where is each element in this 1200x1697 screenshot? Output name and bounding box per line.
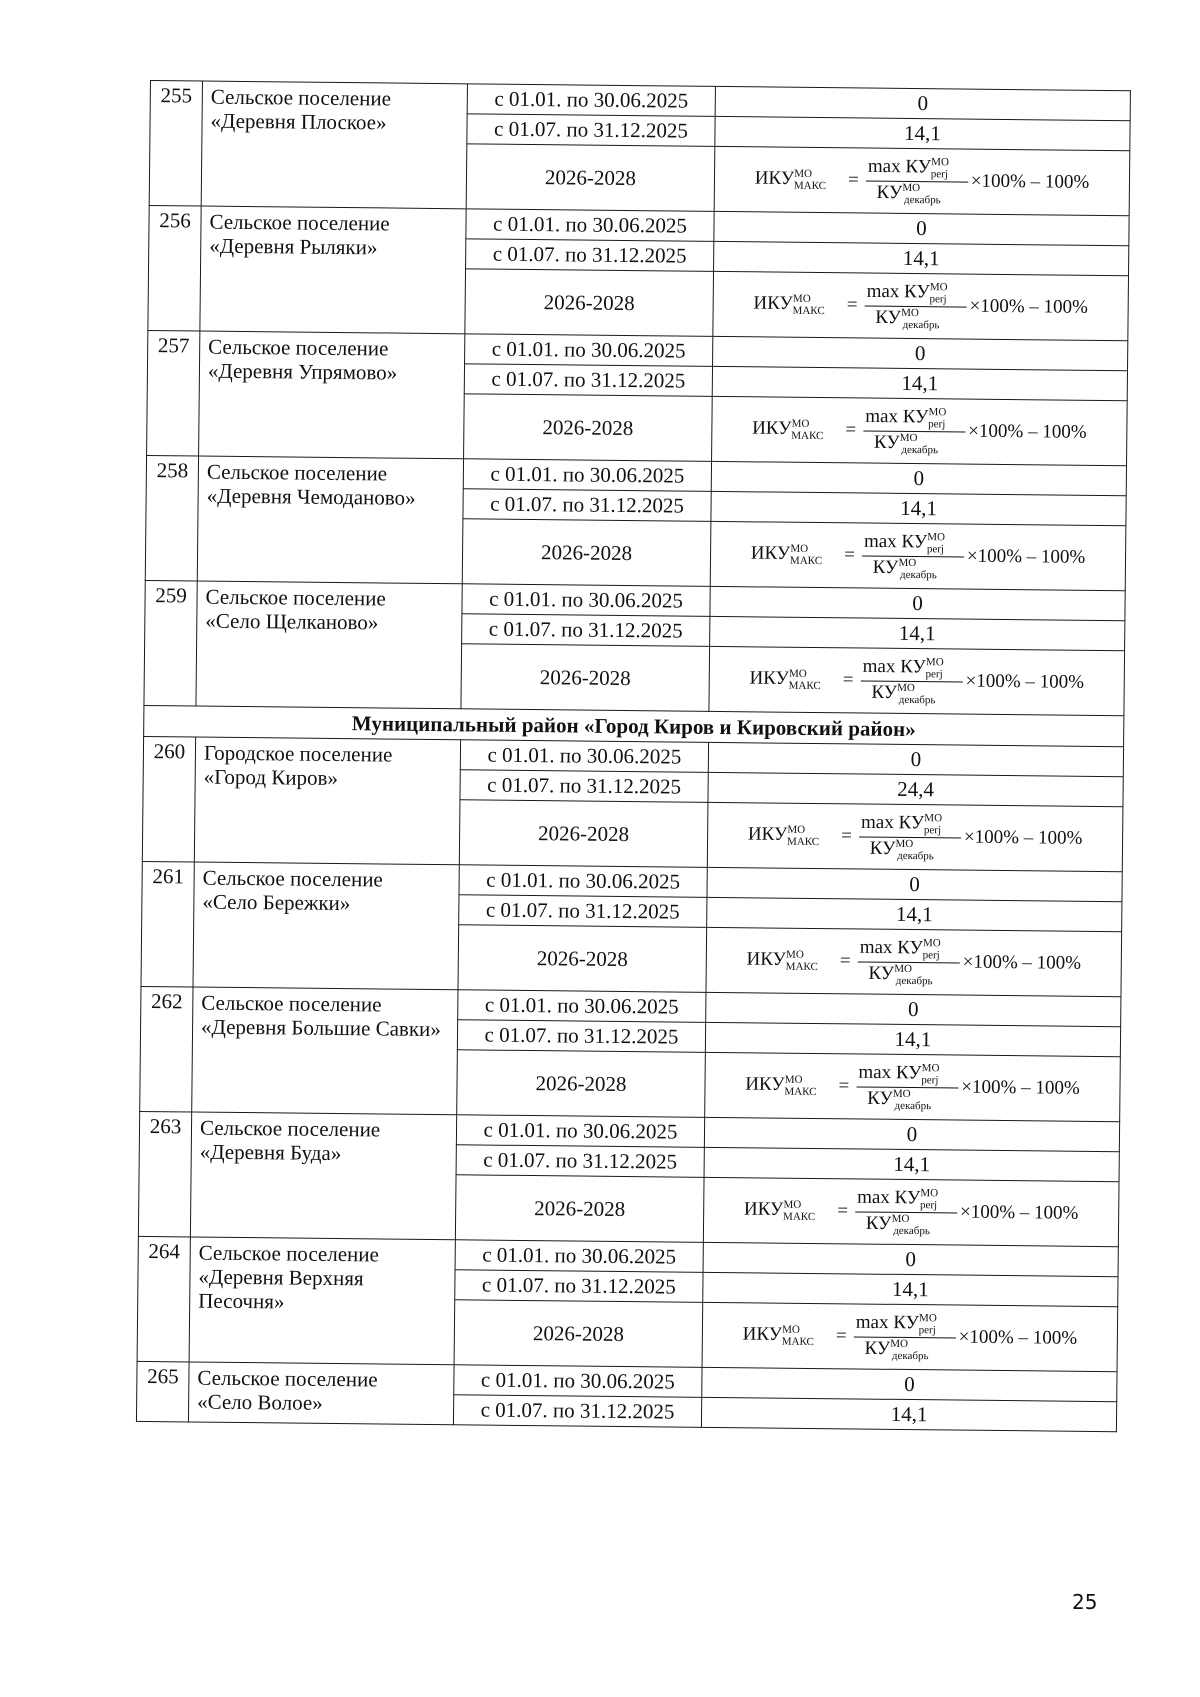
formula-numerator: $\max КУ^{МО}_{perj}$ [866, 156, 968, 182]
tariff-table-body [136, 81, 1130, 1432]
formula-denominator: $КУ^{МО}_{декабрь}$ [864, 1337, 929, 1362]
period-second: с 01.07. по 31.12.2025 [463, 489, 711, 522]
formula [713, 279, 1127, 333]
row-number: 262 [140, 986, 193, 1112]
settlement-type: Сельское поселение [210, 84, 392, 111]
settlement-title: «Деревня Рыляки» [209, 233, 378, 260]
settlement-title: «Город Киров» [203, 764, 339, 791]
formula [704, 1185, 1118, 1239]
value-second: 14,1 [715, 116, 1130, 150]
formula-cell [705, 1052, 1121, 1121]
formula-numerator: $\max КУ^{МО}_{perj}$ [862, 531, 964, 557]
settlement-title: «Село Волое» [197, 1389, 323, 1416]
formula [710, 654, 1124, 708]
settlement-name [197, 456, 463, 584]
value-second: 14,1 [704, 1147, 1119, 1181]
period-first: с 01.01. по 30.06.2025 [454, 1365, 702, 1398]
formula-fraction [862, 531, 965, 582]
settlement-name [189, 1237, 455, 1365]
formula-equals: = [835, 1325, 847, 1347]
settlement-name [190, 1112, 456, 1240]
formula-fraction [857, 937, 960, 988]
period-first: с 01.01. по 30.06.2025 [465, 334, 713, 367]
settlement-type: Сельское поселение [205, 584, 386, 611]
period-years: 2026-2028 [458, 925, 707, 993]
formula-equals: = [839, 950, 851, 972]
formula-cell [712, 396, 1128, 465]
formula-cell [706, 927, 1122, 996]
period-second: с 01.07. по 31.12.2025 [464, 364, 712, 397]
formula [715, 154, 1129, 208]
formula [707, 935, 1121, 989]
formula-fraction [853, 1312, 956, 1363]
period-second: с 01.07. по 31.12.2025 [457, 1020, 705, 1053]
formula-lhs: $ИКУ^{МО}_{МАКС}$ [745, 1073, 817, 1098]
period-first: с 01.01. по 30.06.2025 [458, 990, 706, 1023]
formula-tail: ×100% – 100% [968, 420, 1087, 443]
formula-numerator: $\max КУ^{МО}_{perj}$ [859, 812, 961, 838]
settlement-type: Сельское поселение [208, 334, 389, 361]
settlement-name [200, 206, 466, 334]
formula [705, 1060, 1119, 1114]
value-second: 14,1 [712, 366, 1127, 400]
formula-cell [703, 1177, 1119, 1246]
value-second: 14,1 [703, 1272, 1118, 1306]
period-years: 2026-2028 [466, 144, 715, 212]
formula-equals: = [842, 669, 854, 691]
formula-fraction [863, 406, 966, 457]
formula-tail: ×100% – 100% [970, 170, 1090, 193]
value-first: 0 [711, 461, 1126, 495]
value-first: 0 [702, 1367, 1117, 1401]
formula-tail: ×100% – 100% [962, 951, 1082, 974]
formula-equals: = [845, 419, 857, 441]
formula-numerator: $\max КУ^{МО}_{perj}$ [854, 1312, 956, 1338]
formula-lhs: $ИКУ^{МО}_{МАКС}$ [754, 167, 827, 192]
value-second: 14,1 [705, 1022, 1120, 1056]
period-years: 2026-2028 [461, 644, 710, 712]
settlement-name [199, 331, 465, 459]
formula-lhs: $ИКУ^{МО}_{МАКС}$ [752, 417, 824, 442]
row-number: 255 [149, 81, 202, 207]
settlement-title: «Деревня Верхняя Песочня» [198, 1264, 364, 1314]
settlement-name [192, 987, 458, 1115]
settlement-title: «Село Щелканово» [205, 608, 379, 635]
page-number: 25 [1072, 1590, 1098, 1614]
formula-numerator: $\max КУ^{МО}_{perj}$ [864, 281, 966, 307]
formula-equals: = [841, 825, 853, 847]
value-second: 14,1 [711, 491, 1126, 525]
period-first: с 01.01. по 30.06.2025 [456, 1115, 704, 1148]
formula [703, 1310, 1117, 1364]
value-first: 0 [714, 211, 1129, 245]
value-first: 0 [707, 867, 1122, 901]
settlement-title: «Деревня Большие Савки» [200, 1014, 441, 1042]
value-second: 14,1 [714, 241, 1129, 275]
value-first: 0 [703, 1242, 1118, 1276]
period-first: с 01.01. по 30.06.2025 [467, 84, 715, 117]
formula [711, 529, 1125, 583]
value-first: 0 [713, 336, 1128, 370]
tariff-table [136, 80, 1131, 1432]
period-first: с 01.01. по 30.06.2025 [460, 740, 708, 773]
formula-numerator: $\max КУ^{МО}_{perj}$ [863, 406, 965, 432]
value-second: 14,1 [710, 616, 1125, 650]
row-number: 258 [145, 455, 198, 581]
period-second: с 01.07. по 31.12.2025 [459, 895, 707, 928]
settlement-name [188, 1362, 454, 1425]
period-second: с 01.07. по 31.12.2025 [462, 614, 710, 647]
settlement-title: «Деревня Плоское» [210, 108, 387, 135]
formula-cell [714, 146, 1130, 215]
settlement-name [196, 581, 462, 709]
settlement-title: «Село Бережки» [202, 889, 351, 916]
formula-tail: ×100% – 100% [958, 1326, 1078, 1349]
period-years: 2026-2028 [455, 1175, 704, 1243]
period-first: с 01.01. по 30.06.2025 [466, 209, 714, 242]
formula-tail: ×100% – 100% [961, 1076, 1080, 1099]
settlement-type: Сельское поселение [209, 209, 390, 236]
period-second: с 01.07. по 31.12.2025 [456, 1145, 704, 1178]
row-number: 257 [147, 330, 200, 456]
formula-cell [702, 1302, 1118, 1371]
formula-denominator: $КУ^{МО}_{декабрь}$ [867, 1087, 932, 1112]
period-second: с 01.07. по 31.12.2025 [466, 239, 714, 272]
formula-equals: = [838, 1075, 850, 1097]
formula-tail: ×100% – 100% [965, 670, 1085, 693]
formula-lhs: $ИКУ^{МО}_{МАКС}$ [747, 823, 820, 848]
formula-numerator: $\max КУ^{МО}_{perj}$ [861, 656, 963, 682]
formula-denominator: $КУ^{МО}_{декабрь}$ [875, 306, 940, 331]
period-second: с 01.07. по 31.12.2025 [455, 1270, 703, 1303]
formula-denominator: $КУ^{МО}_{декабрь}$ [869, 837, 934, 862]
formula-fraction [866, 156, 969, 207]
period-years: 2026-2028 [462, 519, 711, 587]
formula-lhs: $ИКУ^{МО}_{МАКС}$ [753, 292, 825, 317]
formula-numerator: $\max КУ^{МО}_{perj}$ [856, 1062, 958, 1088]
formula-tail: ×100% – 100% [963, 826, 1083, 849]
period-first: с 01.01. по 30.06.2025 [463, 459, 711, 492]
period-first: с 01.01. по 30.06.2025 [459, 865, 707, 898]
formula-fraction [859, 812, 962, 863]
period-years: 2026-2028 [465, 269, 714, 337]
formula-lhs: $ИКУ^{МО}_{МАКС}$ [743, 1198, 816, 1223]
row-number: 256 [148, 205, 201, 331]
period-years: 2026-2028 [457, 1050, 706, 1118]
value-first: 0 [708, 742, 1123, 776]
formula-denominator: $КУ^{МО}_{декабрь}$ [871, 681, 936, 706]
formula-fraction [855, 1187, 958, 1238]
period-first: с 01.01. по 30.06.2025 [462, 584, 710, 617]
formula-numerator: $\max КУ^{МО}_{perj}$ [855, 1187, 957, 1213]
settlement-type: Городское поселение [203, 740, 393, 767]
period-years: 2026-2028 [454, 1300, 703, 1368]
value-second: 24,4 [708, 772, 1123, 806]
formula-fraction [860, 656, 963, 707]
formula-fraction [864, 281, 967, 332]
formula-tail: ×100% – 100% [969, 295, 1089, 318]
settlement-type: Сельское поселение [206, 459, 388, 486]
formula-denominator: $КУ^{МО}_{декабрь}$ [873, 431, 939, 456]
value-first: 0 [715, 86, 1130, 120]
period-years: 2026-2028 [464, 394, 713, 462]
formula-cell [713, 271, 1129, 340]
formula [712, 404, 1126, 458]
row-number: 264 [137, 1236, 190, 1362]
settlement-type: Сельское поселение [202, 865, 383, 892]
settlement-name [201, 81, 467, 209]
formula-cell [710, 521, 1126, 590]
row-number: 259 [144, 580, 197, 706]
settlement-title: «Деревня Буда» [199, 1139, 342, 1166]
period-years: 2026-2028 [459, 800, 708, 868]
row-number: 260 [142, 736, 195, 862]
formula-cell [709, 646, 1125, 715]
formula-lhs: $ИКУ^{МО}_{МАКС}$ [746, 948, 818, 973]
formula-denominator: $КУ^{МО}_{декабрь}$ [865, 1212, 930, 1237]
settlement-name [193, 862, 459, 990]
settlement-title: «Деревня Упрямово» [207, 358, 398, 385]
settlement-type: Сельское поселение [199, 1115, 381, 1142]
row-number: 265 [136, 1361, 189, 1422]
settlement-type: Сельское поселение [197, 1365, 378, 1392]
row-number: 261 [141, 861, 194, 987]
formula-equals: = [837, 1200, 849, 1222]
value-first: 0 [706, 992, 1121, 1026]
formula-numerator: $\max КУ^{МО}_{perj}$ [858, 937, 960, 963]
value-first: 0 [704, 1117, 1119, 1151]
formula-lhs: $ИКУ^{МО}_{МАКС}$ [742, 1323, 814, 1348]
formula-lhs: $ИКУ^{МО}_{МАКС}$ [749, 667, 821, 692]
formula-equals: = [844, 544, 855, 566]
value-second: 14,1 [701, 1397, 1116, 1431]
formula-denominator: $КУ^{МО}_{декабрь}$ [868, 962, 933, 987]
settlement-type: Сельское поселение [198, 1240, 380, 1267]
formula-denominator: $КУ^{МО}_{декабрь}$ [872, 556, 937, 581]
section-title: Муниципальный район «Город Киров и Кировский район» [144, 705, 1124, 746]
formula-denominator: $КУ^{МО}_{декабрь}$ [876, 181, 941, 206]
period-second: с 01.07. по 31.12.2025 [453, 1395, 701, 1428]
formula-equals: = [847, 169, 859, 191]
settlement-name [194, 737, 460, 865]
period-second: с 01.07. по 31.12.2025 [467, 114, 715, 147]
formula-equals: = [846, 294, 858, 316]
formula-tail: ×100% – 100% [959, 1201, 1079, 1224]
formula-fraction [856, 1062, 959, 1113]
formula-cell [707, 802, 1123, 871]
value-second: 14,1 [707, 897, 1122, 931]
settlement-title: «Деревня Чемоданово» [206, 483, 416, 510]
value-first: 0 [710, 586, 1125, 620]
period-second: с 01.07. по 31.12.2025 [460, 770, 708, 803]
settlement-type: Сельское поселение [201, 990, 382, 1017]
formula-tail: ×100% – 100% [966, 545, 1086, 568]
formula [708, 810, 1122, 864]
formula-lhs: $ИКУ^{МО}_{МАКС}$ [750, 542, 823, 567]
row-number: 263 [138, 1111, 191, 1237]
period-first: с 01.01. по 30.06.2025 [455, 1240, 703, 1273]
